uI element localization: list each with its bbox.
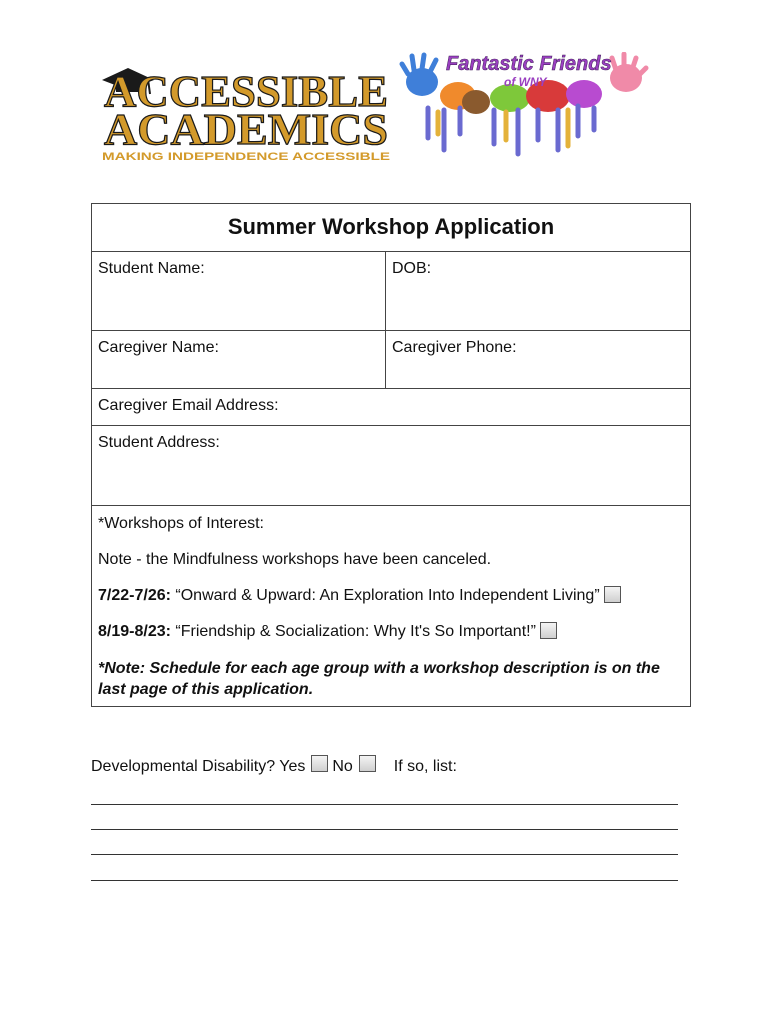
- form-title-row: [92, 204, 690, 251]
- list-line-4[interactable]: [91, 880, 678, 881]
- workshop-1-dates: 7/22-7/26:: [98, 587, 171, 604]
- workshop-1-title: “Onward & Upward: An Exploration Into Independent Living”: [175, 587, 600, 604]
- logo-ff-title: Fantastic Friends: [446, 53, 612, 75]
- dob-label: DOB:: [392, 260, 432, 277]
- workshop-2-checkbox[interactable]: [540, 622, 557, 639]
- disability-list-label: If so, list:: [393, 758, 457, 775]
- list-line-1[interactable]: [91, 804, 678, 805]
- workshop-2-title: “Friendship & Socialization: Why It's So Important!”: [175, 623, 536, 640]
- disability-yes-checkbox[interactable]: [311, 755, 328, 772]
- dob-field[interactable]: [386, 252, 690, 330]
- fantastic-friends-logo: [398, 52, 656, 160]
- workshop-item-1: [98, 586, 684, 606]
- logo-line2: ACADEMICS: [104, 105, 388, 154]
- student-address-label: Student Address:: [98, 434, 220, 451]
- caregiver-email-field[interactable]: [92, 389, 690, 425]
- application-form: [91, 203, 691, 707]
- caregiver-phone-field[interactable]: [386, 331, 690, 388]
- logo-line1: ACCESSIBLE: [104, 67, 388, 116]
- workshop-item-2: [98, 622, 684, 642]
- list-line-2[interactable]: [91, 829, 678, 830]
- logo-ff-subtitle: of WNY: [504, 75, 547, 89]
- disability-question: [91, 758, 457, 776]
- cancel-note: Note - the Mindfulness workshops have been canceled.: [98, 551, 492, 568]
- student-name-field[interactable]: [92, 252, 386, 330]
- disability-question-label: Developmental Disability? Yes: [91, 758, 306, 775]
- workshop-2-dates: 8/19-8/23:: [98, 623, 171, 640]
- caregiver-row: [92, 330, 690, 388]
- workshops-label: *Workshops of Interest:: [98, 515, 264, 532]
- workshops-row: [92, 505, 690, 706]
- student-name-label: Student Name:: [98, 260, 205, 277]
- disability-no-checkbox[interactable]: [359, 755, 376, 772]
- accessible-academics-logo: [98, 60, 394, 164]
- student-address-field[interactable]: [92, 426, 690, 505]
- schedule-note: *Note: Schedule for each age group with a workshop description is on the last page of this application.: [98, 660, 660, 698]
- student-row: [92, 251, 690, 330]
- list-line-3[interactable]: [91, 854, 678, 855]
- logo-tagline: MAKING INDEPENDENCE ACCESSIBLE: [102, 151, 390, 163]
- form-title: Summer Workshop Application: [227, 214, 555, 239]
- caregiver-name-label: Caregiver Name:: [98, 339, 219, 356]
- disability-no-label: No: [332, 758, 353, 775]
- caregiver-name-field[interactable]: [92, 331, 386, 388]
- workshop-1-checkbox[interactable]: [604, 586, 621, 603]
- workshops-section: [92, 506, 690, 706]
- caregiver-email-label: Caregiver Email Address:: [98, 397, 279, 414]
- email-row: [92, 388, 690, 425]
- address-row: [92, 425, 690, 505]
- caregiver-phone-label: Caregiver Phone:: [392, 339, 517, 356]
